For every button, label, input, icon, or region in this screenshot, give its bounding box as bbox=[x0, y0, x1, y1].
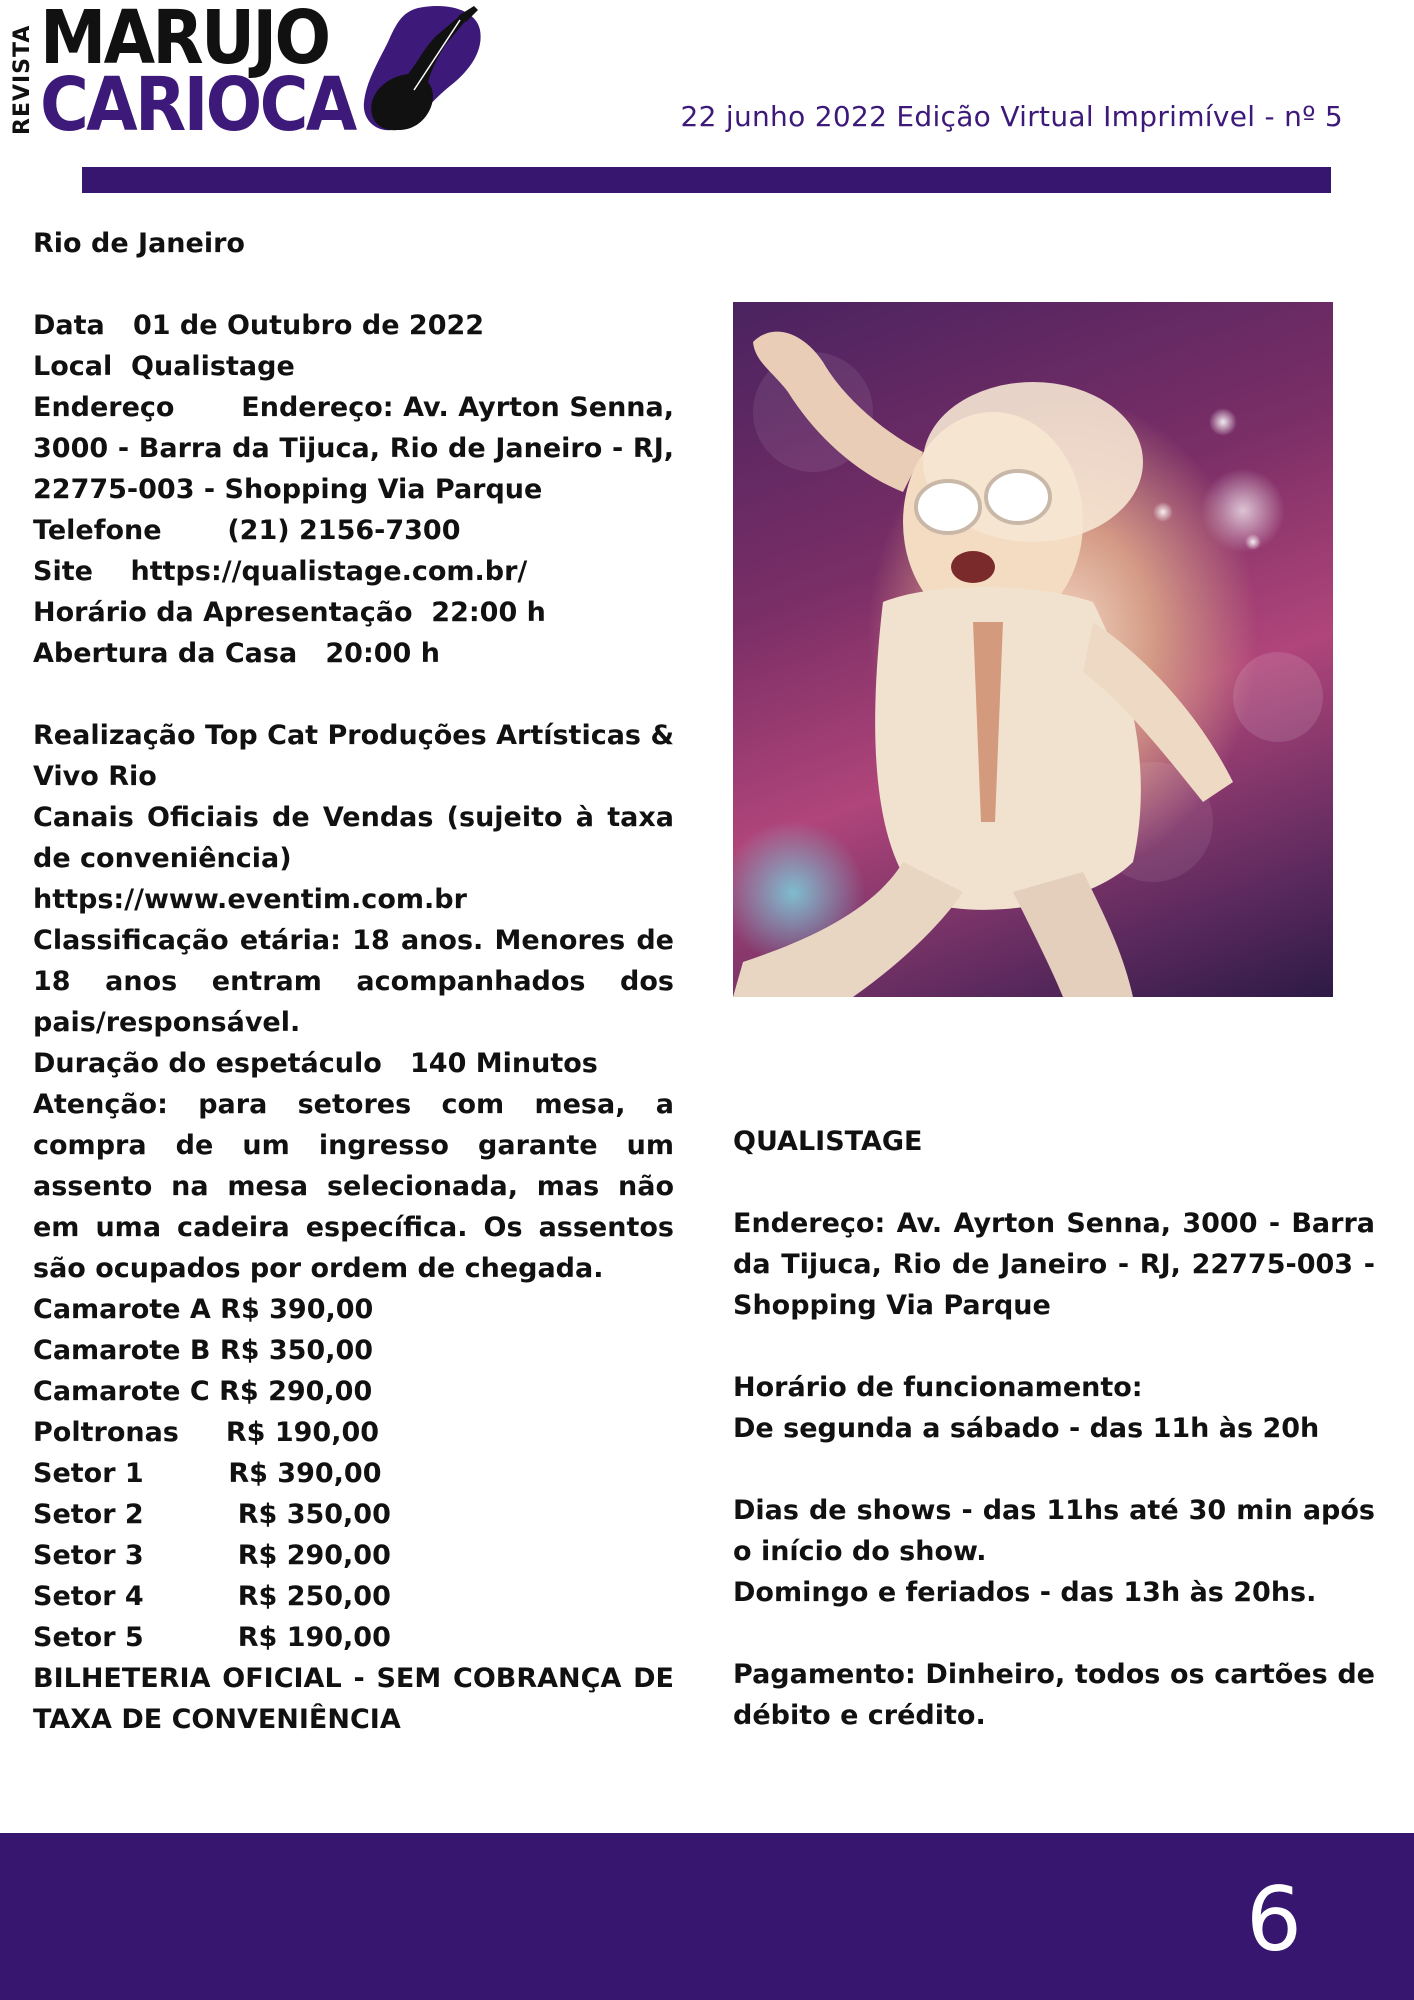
venue-name: QUALISTAGE bbox=[733, 1126, 923, 1157]
price-item: Camarote B R$ 350,00 bbox=[33, 1335, 374, 1366]
price-item: Camarote C R$ 290,00 bbox=[33, 1376, 373, 1407]
price-item: Poltronas R$ 190,00 bbox=[33, 1417, 380, 1448]
price-item: Setor 5 R$ 190,00 bbox=[33, 1622, 391, 1653]
logo-revista-text: REVISTA bbox=[10, 24, 35, 136]
logo-marujo-text: MARUJO bbox=[40, 0, 329, 81]
price-item: Setor 3 R$ 290,00 bbox=[33, 1540, 391, 1571]
event-show-time: Horário da Apresentação 22:00 h bbox=[33, 597, 546, 628]
venue-address: Endereço: Av. Ayrton Senna, 3000 - Barra da Tijuca, Rio de Janeiro - RJ, 22775-003 - Shopping Via Parque bbox=[733, 1208, 1375, 1321]
event-phone: Telefone (21) 2156-7300 bbox=[33, 515, 461, 546]
event-address: Endereço Endereço: Av. Ayrton Senna, 3000 - Barra da Tijuca, Rio de Janeiro - RJ, 22775-003 - Shopping Via Parque bbox=[33, 392, 684, 505]
payment-info: Pagamento: Dinheiro, todos os cartões de débito e crédito. bbox=[733, 1659, 1375, 1731]
guitar-icon bbox=[358, 2, 490, 134]
event-venue: Local Qualistage bbox=[33, 351, 295, 382]
event-producer: Realização Top Cat Produções Artísticas & Vivo Rio bbox=[33, 720, 674, 792]
edition-info: 22 junho 2022 Edição Virtual Imprimível - nº 5 bbox=[680, 100, 1343, 133]
age-rating: Classificação etária: 18 anos. Menores de 18 anos entram acompanhados dos pais/responsável. bbox=[33, 925, 674, 1038]
price-item: Setor 2 R$ 350,00 bbox=[33, 1499, 391, 1530]
price-item: Setor 4 R$ 250,00 bbox=[33, 1581, 391, 1612]
hours-show-days: Dias de shows - das 11hs até 30 min após o início do show. bbox=[733, 1495, 1375, 1567]
magazine-logo bbox=[10, 0, 480, 148]
hours-sundays: Domingo e feriados - das 13h às 20hs. bbox=[733, 1577, 1317, 1608]
logo-carioca-text: CARIOCA bbox=[40, 62, 355, 148]
photo-illustration bbox=[733, 302, 1333, 997]
venue-info bbox=[733, 1121, 1375, 1736]
city-heading: Rio de Janeiro bbox=[33, 228, 245, 259]
event-doors-time: Abertura da Casa 20:00 h bbox=[33, 638, 440, 669]
performer-photo bbox=[733, 302, 1333, 997]
sales-url-link[interactable]: https://www.eventim.com.br bbox=[33, 884, 467, 915]
event-date: Data 01 de Outubro de 2022 bbox=[33, 310, 485, 341]
event-site-link[interactable]: Site https://qualistage.com.br/ bbox=[33, 556, 528, 587]
attention-note: Atenção: para setores com mesa, a compra de um ingresso garante um assento na mesa selecionada, mas não em uma cadeira específica. Os assentos são ocupados por ordem de chegada. bbox=[33, 1089, 674, 1284]
box-office-note: BILHETERIA OFICIAL - SEM COBRANÇA DE TAXA DE CONVENIÊNCIA bbox=[33, 1663, 674, 1735]
sales-channels: Canais Oficiais de Vendas (sujeito à taxa de conveniência) bbox=[33, 802, 674, 874]
page-number: 6 bbox=[1246, 1868, 1302, 1971]
price-list bbox=[33, 1289, 674, 1658]
hours-weekdays: De segunda a sábado - das 11h às 20h bbox=[733, 1413, 1320, 1444]
hours-label: Horário de funcionamento: bbox=[733, 1372, 1143, 1403]
price-item: Camarote A R$ 390,00 bbox=[33, 1294, 374, 1325]
show-duration: Duração do espetáculo 140 Minutos bbox=[33, 1048, 598, 1079]
header-divider-bar bbox=[82, 167, 1331, 193]
price-item: Setor 1 R$ 390,00 bbox=[33, 1458, 382, 1489]
event-details bbox=[33, 223, 684, 1740]
footer-bar bbox=[0, 1833, 1414, 2000]
